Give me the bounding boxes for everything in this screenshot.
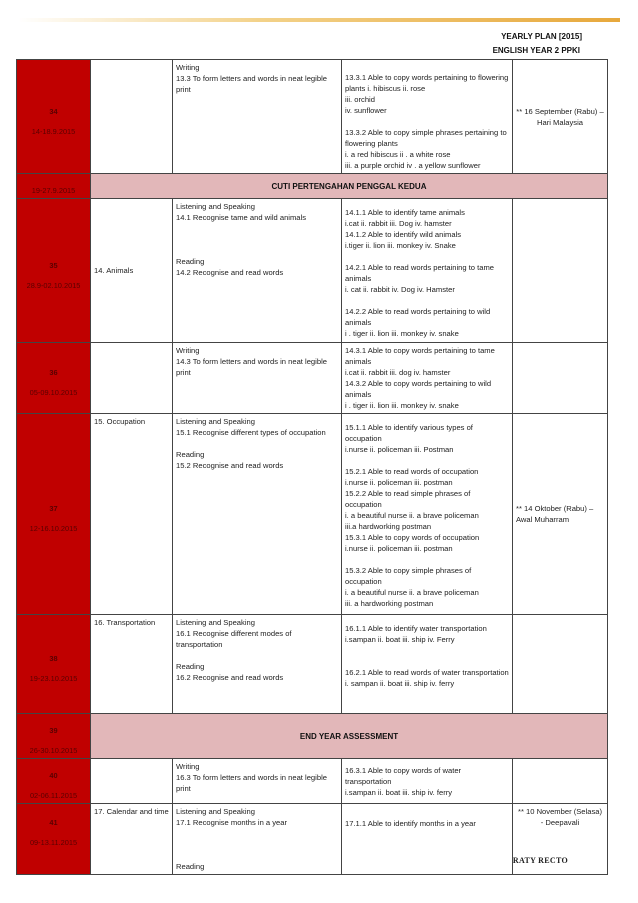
table-row [17, 714, 608, 759]
outcome-cell: 16.3.1 Able to copy words of water transportation i.sampan ii. boat iii. ship iv. ferry [342, 759, 513, 804]
week-number: 36 [49, 368, 58, 377]
document-title: YEARLY PLAN [2015] [501, 32, 582, 41]
outcome-cell: 17.1.1 Able to identify months in a year [342, 804, 513, 875]
week-number: 40 [49, 771, 58, 780]
assessment-band: END YEAR ASSESSMENT [91, 714, 608, 759]
table-row [17, 60, 608, 174]
remark-cell [513, 343, 608, 414]
topic-cell: 16. Transportation [91, 615, 173, 714]
standard-cell: Listening and Speaking 16.1 Recognise different modes of transportation Reading 16.2 Recognise and read words [173, 615, 342, 714]
week-dates: 05-09.10.2015 [29, 388, 78, 397]
outcome-cell: 14.3.1 Able to copy words pertaining to tame animals i.cat ii. rabbit iii. dog iv. hamster 14.3.2 Able to copy words pertaining to wild animals i . tiger ii. lion iii. monkey iv. snake [342, 343, 513, 414]
week-number: 35 [49, 260, 58, 270]
remark-cell: ** 14 Oktober (Rabu) – Awal Muharram [513, 414, 608, 615]
author-footer: RATY RECTO [512, 856, 568, 865]
week-cell [17, 804, 91, 875]
week-dates: 14-18.9.2015 [31, 126, 76, 136]
standard-cell: Listening and Speaking 17.1 Recognise months in a year Reading [173, 804, 342, 875]
week-number: 37 [49, 504, 58, 513]
topic-cell [91, 60, 173, 174]
week-cell [17, 60, 91, 174]
topic-cell [91, 343, 173, 414]
remark-cell [513, 615, 608, 714]
week-cell [17, 615, 91, 714]
holiday-band: CUTI PERTENGAHAN PENGGAL KEDUA [91, 174, 608, 199]
outcome-cell: 16.1.1 Able to identify water transportation i.sampan ii. boat iii. ship iv. Ferry 16.2.1 Able to read words of water transportation i. sampan ii. boat iii. ship iv. ferry [342, 615, 513, 714]
topic-cell: 17. Calendar and time [91, 804, 173, 875]
header-rule [18, 18, 620, 22]
week-dates: 02-06.11.2015 [29, 791, 78, 800]
outcome-cell: 13.3.1 Able to copy words pertaining to flowering plants i. hibiscus ii. rose iii. orchid iv. sunflower 13.3.2 Able to copy simple phrases pertaining to flowering plants i. a red hibiscus ii . a white rose iii. a purple orchid iv . a yellow sunflower [342, 60, 513, 174]
standard-cell: Writing 16.3 To form letters and words in neat legible print [173, 759, 342, 804]
standard-cell: Listening and Speaking 15.1 Recognise different types of occupation Reading 15.2 Recognise and read words [173, 414, 342, 615]
week-cell [17, 414, 91, 615]
week-dates: 12-16.10.2015 [29, 524, 78, 533]
topic-cell [91, 759, 173, 804]
week-number: 41 [49, 818, 58, 827]
topic-cell: 14. Animals [91, 199, 173, 343]
week-cell [17, 343, 91, 414]
week-dates: 26-30.10.2015 [29, 746, 78, 755]
week-dates: 09-13.11.2015 [29, 838, 78, 847]
standard-cell: Writing 14.3 To form letters and words in neat legible print [173, 343, 342, 414]
standard-cell: Listening and Speaking 14.1 Recognise tame and wild animals Reading 14.2 Recognise and read words [173, 199, 342, 343]
week-cell [17, 759, 91, 804]
week-dates: 19-23.10.2015 [29, 674, 78, 683]
week-cell [17, 174, 91, 199]
outcome-cell: 15.1.1 Able to identify various types of occupation i.nurse ii. policeman iii. Postman 15.2.1 Able to read words of occupation i.nurse ii. policeman iii. postman 15.2.2 Able to read simple phrases of occupation i. a beautiful nurse ii. a brave policeman iii.a hardworking postman 15.3.1 Able to copy words of occupation i.nurse ii. policeman iii. postman 15.3.2 Able to copy simple phrases of occupation i. a beautiful nurse ii. a brave policeman iii. a hardworking postman [342, 414, 513, 615]
table-row [17, 199, 608, 343]
yearly-plan-table [16, 59, 608, 875]
remark-cell: ** 16 September (Rabu) – Hari Malaysia [513, 60, 608, 174]
table-row [17, 759, 608, 804]
document-subtitle: ENGLISH YEAR 2 PPKI [492, 46, 580, 55]
week-dates: 19-27.9.2015 [31, 186, 76, 195]
week-number: 38 [49, 654, 58, 663]
table-row [17, 343, 608, 414]
table-row [17, 414, 608, 615]
outcome-cell: 14.1.1 Able to identify tame animals i.cat ii. rabbit iii. Dog iv. hamster 14.1.2 Able to identify wild animals i.tiger ii. lion iii. monkey iv. Snake 14.2.1 Able to read words pertaining to tame animals i. cat ii. rabbit iv. Dog iv. Hamster 14.2.2 Able to read words pertaining to wild animals i . tiger ii. lion iii. monkey iv. snake [342, 199, 513, 343]
table-row [17, 615, 608, 714]
topic-cell: 15. Occupation [91, 414, 173, 615]
remark-cell [513, 759, 608, 804]
week-dates: 28.9-02.10.2015 [26, 280, 81, 290]
remark-cell: ** 10 November (Selasa) - Deepavali [513, 804, 608, 875]
week-number: 39 [49, 726, 58, 735]
standard-cell: Writing 13.3 To form letters and words in neat legible print [173, 60, 342, 174]
week-number: 34 [49, 106, 58, 116]
week-cell [17, 714, 91, 759]
remark-cell [513, 199, 608, 343]
week-cell [17, 199, 91, 343]
table-row [17, 174, 608, 199]
